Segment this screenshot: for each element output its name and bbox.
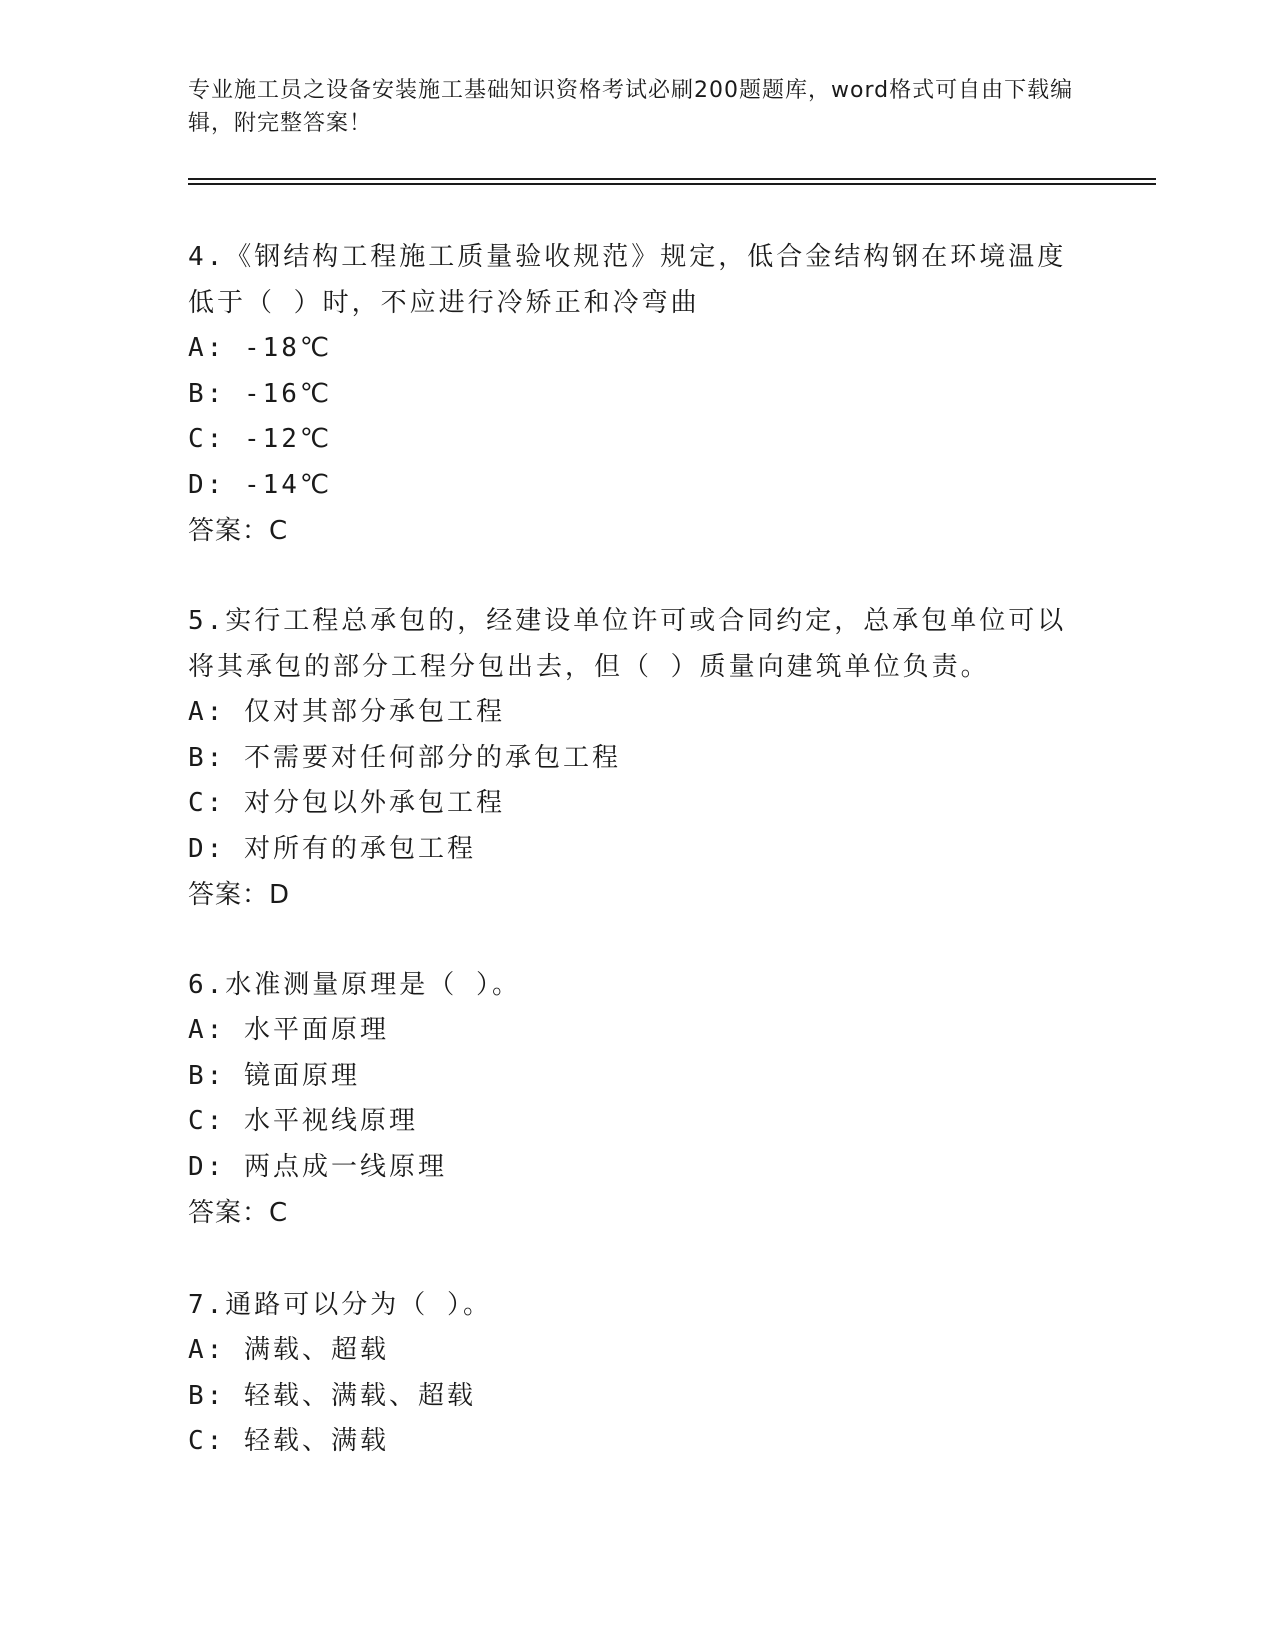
option-a: A: 仅对其部分承包工程: [188, 697, 505, 727]
option-b: B: 不需要对任何部分的承包工程: [188, 742, 621, 773]
header-divider-bottom: [188, 183, 1156, 185]
option-b: B: 镜面原理: [188, 1060, 360, 1091]
option-b: B: 轻载、满载、超载: [188, 1380, 476, 1411]
question-7: [188, 1282, 1088, 1465]
option-a: A: 水平面原理: [188, 1015, 389, 1045]
option-c: C: 轻载、满载: [188, 1426, 389, 1456]
option-a: A: -18℃: [188, 333, 333, 363]
question-stem: 7.通路可以分为（ ）。: [188, 1290, 492, 1320]
question-4: [188, 234, 1088, 554]
option-c: C: -12℃: [188, 424, 333, 454]
question-5: [188, 598, 1088, 918]
answer-line: 答案：C: [188, 516, 289, 546]
header-divider-top: [188, 178, 1156, 180]
question-6: [188, 962, 1088, 1236]
option-a: A: 满载、超载: [188, 1335, 389, 1365]
question-stem: 6.水准测量原理是（ ）。: [188, 970, 521, 1000]
option-c: C: 水平视线原理: [188, 1106, 418, 1136]
option-d: D: -14℃: [188, 469, 333, 500]
question-stem: 5.实行工程总承包的，经建设单位许可或合同约定，总承包单位可以将其承包的部分工程分包出去，但（ ）质量向建筑单位负责。: [188, 606, 1067, 682]
option-d: D: 对所有的承包工程: [188, 833, 476, 864]
document-header: 专业施工员之设备安装施工基础知识资格考试必刷200题题库，word格式可自由下载编辑，附完整答案！: [188, 78, 1074, 136]
option-b: B: -16℃: [188, 378, 333, 409]
question-stem: 4.《钢结构工程施工质量验收规范》规定，低合金结构钢在环境温度低于（ ）时，不应进行冷矫正和冷弯曲: [188, 242, 1067, 318]
answer-line: 答案：D: [188, 880, 291, 910]
option-d: D: 两点成一线原理: [188, 1151, 447, 1182]
option-c: C: 对分包以外承包工程: [188, 788, 505, 818]
answer-line: 答案：C: [188, 1198, 289, 1228]
